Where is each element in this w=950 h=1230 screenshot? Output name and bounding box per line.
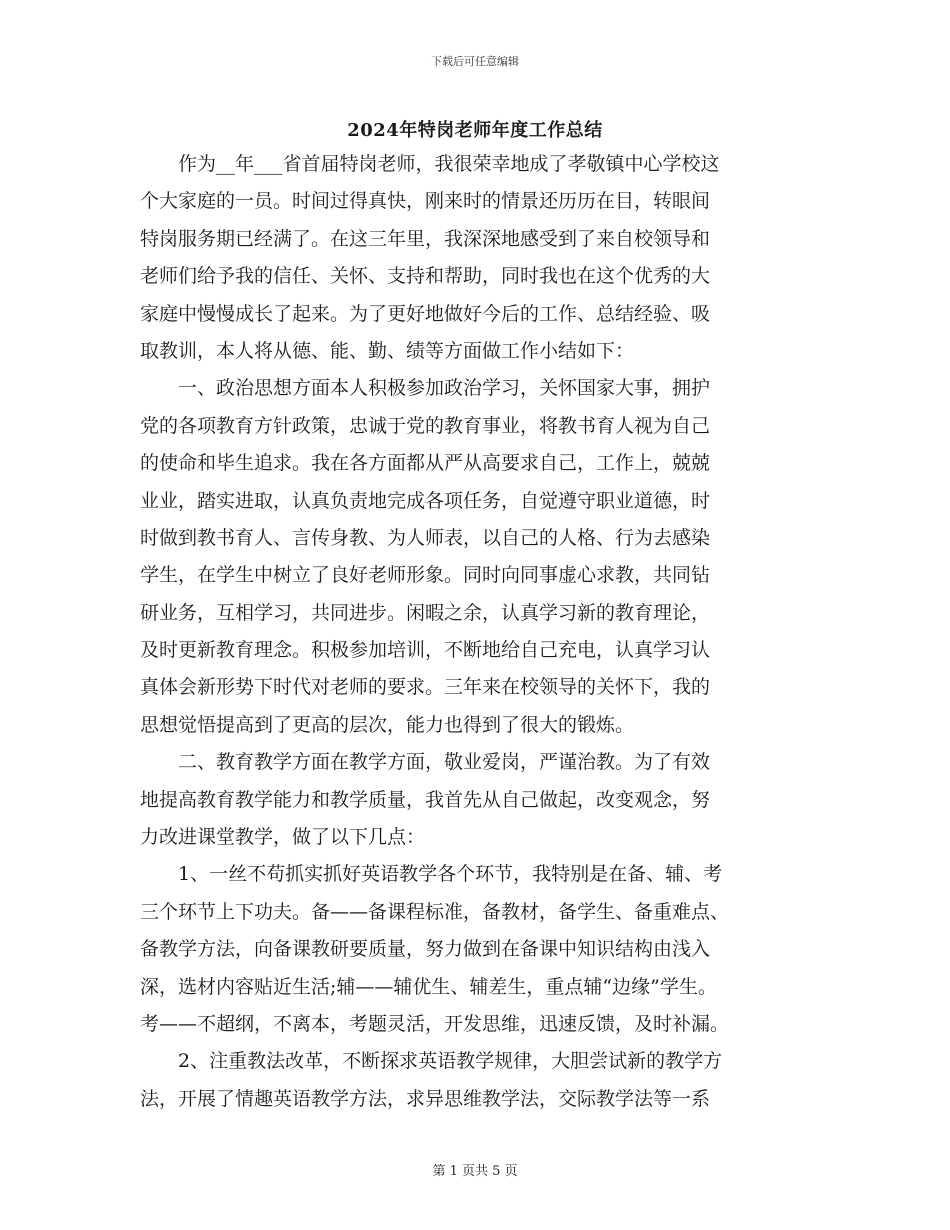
body-line: 学生，在学生中树立了良好老师形象。同时向同事虚心求教，共同钻 (140, 564, 711, 587)
document-body (140, 146, 830, 1118)
body-line: 力改进课堂教学，做了以下几点： (140, 826, 426, 849)
header-note: 下载后可任意编辑 (431, 55, 519, 68)
document-title: 2024年特岗老师年度工作总结 (347, 120, 603, 141)
body-line: 的使命和毕生追求。我在各方面都从严从高要求自己，工作上，兢兢 (140, 452, 711, 475)
body-line: 备教学方法，向备课教研要质量，努力做到在备课中知识结构由浅入 (140, 938, 711, 961)
page-footer: 第 1 页共 5 页 (432, 1164, 518, 1179)
body-line: 时做到教书育人、言传身教、为人师表，以自己的人格、行为去感染 (140, 526, 711, 549)
body-line: 特岗服务期已经满了。在这三年里，我深深地感受到了来自校领导和 (140, 227, 711, 250)
body-line: 真体会新形势下时代对老师的要求。三年来在校领导的关怀下，我的 (140, 676, 711, 699)
body-line: 老师们给予我的信任、关怀、支持和帮助，同时我也在这个优秀的大 (140, 265, 711, 288)
body-line: 研业务，互相学习，共同进步。闲暇之余，认真学习新的教育理论， (140, 601, 711, 624)
body-line: 作为__年___省首届特岗老师，我很荣幸地成了孝敬镇中心学校这 (178, 153, 720, 175)
body-line: 思想觉悟提高到了更高的层次，能力也得到了很大的锻炼。 (140, 713, 635, 736)
body-line: 个大家庭的一员。时间过得真快，刚来时的情景还历历在目，转眼间 (140, 190, 711, 213)
body-line: 1、一丝不苟抓实抓好英语教学各个环节，我特别是在备、辅、考 (178, 863, 723, 886)
body-line: 三个环节上下功夫。备——备课程标准，备教材，备学生、备重难点、 (140, 900, 730, 923)
body-line: 深，选材内容贴近生活;辅——辅优生、辅差生，重点辅“边缘”学生。 (140, 975, 717, 998)
body-line: 一、政治思想方面本人积极参加政治学习，关怀国家大事，拥护 (178, 377, 711, 400)
body-line: 考——不超纲，不离本，考题灵活，开发思维，迅速反馈，及时补漏。 (140, 1012, 730, 1035)
body-line: 二、教育教学方面在教学方面，敬业爱岗，严谨治教。为了有效 (178, 751, 711, 774)
body-line: 业业，踏实进取，认真负责地完成各项任务，自觉遵守职业道德，时 (140, 489, 711, 512)
body-line: 取教训，本人将从德、能、勤、绩等方面做工作小结如下： (140, 339, 635, 362)
body-line: 家庭中慢慢成长了起来。为了更好地做好今后的工作、总结经验、吸 (140, 302, 711, 325)
body-line: 法，开展了情趣英语教学方法，求异思维教学法，交际教学法等一系 (140, 1087, 711, 1110)
body-line: 2、注重教法改革，不断探求英语教学规律，大胆尝试新的教学方 (178, 1050, 723, 1073)
body-line: 地提高教育教学能力和教学质量，我首先从自己做起，改变观念，努 (140, 788, 711, 811)
body-line: 及时更新教育理念。积极参加培训，不断地给自己充电，认真学习认 (140, 639, 711, 662)
body-line: 党的各项教育方针政策，忠诚于党的教育事业，将教书育人视为自己 (140, 414, 711, 437)
